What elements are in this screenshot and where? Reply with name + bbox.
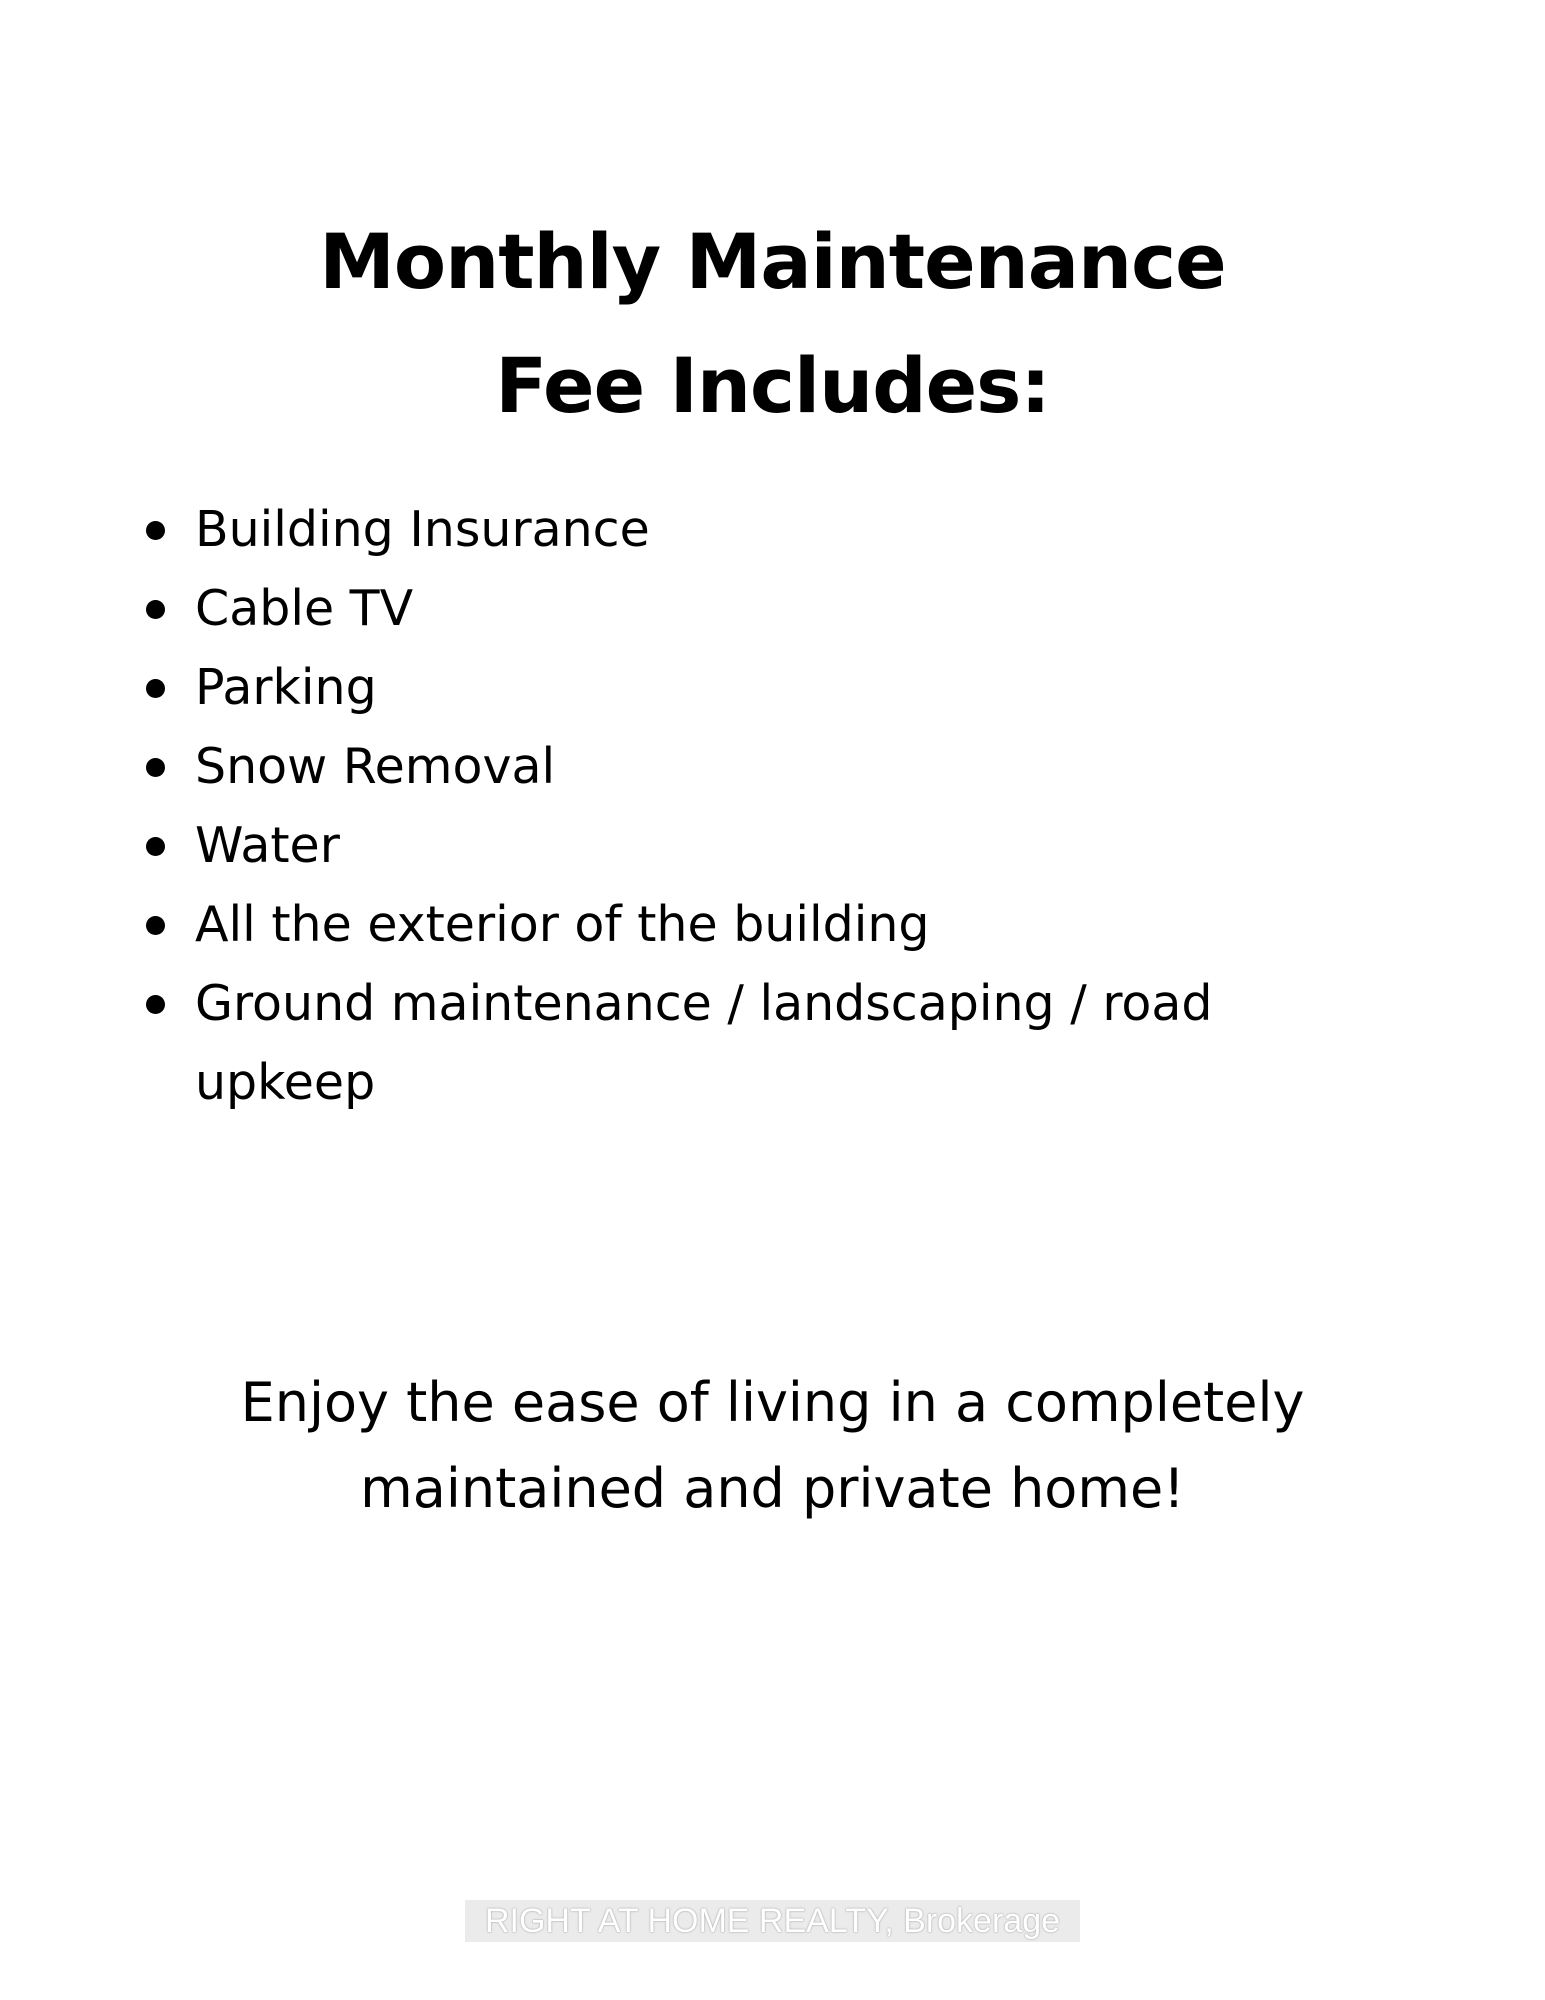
list-item-label: Cable TV: [195, 580, 414, 637]
included-items-list: [140, 490, 1340, 1122]
title-line-1: Monthly Maintenance: [319, 217, 1226, 306]
page-title: [0, 200, 1545, 448]
bullet-icon: [146, 995, 165, 1014]
bullet-icon: [146, 521, 165, 540]
list-item-label: Ground maintenance / landscaping / road upkeep: [195, 975, 1213, 1111]
list-item: [140, 727, 1345, 806]
list-item-label: Building Insurance: [195, 501, 650, 558]
bullet-icon: [146, 916, 165, 935]
tagline-line-1: Enjoy the ease of living in a completely: [240, 1371, 1305, 1434]
list-item-label: Water: [195, 817, 340, 874]
tagline-line-2: maintained and private home!: [360, 1457, 1185, 1520]
list-item: [140, 806, 1345, 885]
list-item-label: Snow Removal: [195, 738, 556, 795]
list-item: [140, 569, 1345, 648]
bullet-icon: [146, 758, 165, 777]
list-item: [140, 964, 1345, 1122]
tagline: [0, 1360, 1545, 1532]
list-item-label: Parking: [195, 659, 377, 716]
list-item: [140, 490, 1345, 569]
brokerage-watermark: RIGHT AT HOME REALTY, Brokerage: [465, 1900, 1080, 1942]
title-line-2: Fee Includes:: [495, 341, 1050, 430]
bullet-icon: [146, 600, 165, 619]
list-item: [140, 885, 1345, 964]
bullet-icon: [146, 837, 165, 856]
list-item: [140, 648, 1345, 727]
list-item-label: All the exterior of the building: [195, 896, 930, 953]
bullet-icon: [146, 679, 165, 698]
